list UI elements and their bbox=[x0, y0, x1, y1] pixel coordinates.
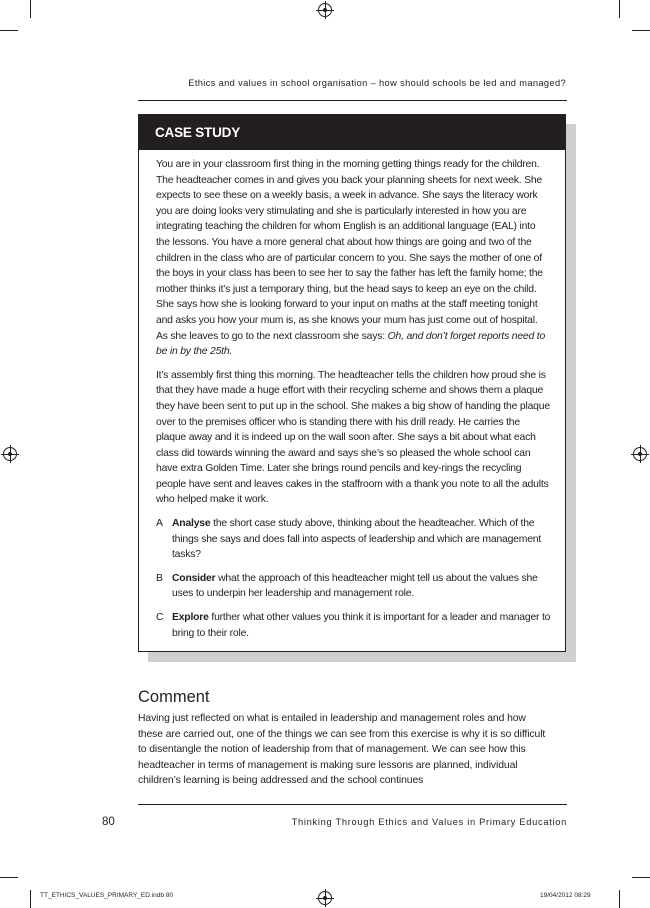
task-letter: A bbox=[156, 518, 163, 530]
case-study-paragraph bbox=[156, 157, 551, 360]
page-number: 80 bbox=[102, 816, 115, 828]
task-letter: B bbox=[156, 572, 163, 584]
task-letter: C bbox=[156, 612, 164, 624]
crop-mark bbox=[619, 0, 620, 18]
task-keyword: Consider bbox=[172, 572, 216, 584]
task-item-consider bbox=[156, 571, 551, 602]
crop-mark bbox=[30, 0, 31, 18]
crop-mark bbox=[30, 890, 31, 908]
footer-book-title: Thinking Through Ethics and Values in Primary Education bbox=[291, 817, 567, 827]
footer-rule bbox=[138, 804, 567, 805]
task-item-explore bbox=[156, 610, 551, 641]
crop-mark bbox=[619, 890, 620, 908]
registration-mark-icon bbox=[633, 447, 647, 461]
task-text bbox=[172, 516, 551, 563]
header-rule bbox=[138, 100, 567, 101]
case-study-quote: Oh, and don’t forget reports need to be in by the 25th. bbox=[156, 330, 546, 358]
crop-mark bbox=[0, 30, 18, 31]
crop-mark bbox=[632, 877, 650, 878]
task-description: the short case study above, thinking about the headteacher. Which of the things she says and does fall into aspects of leadership and which are management tasks? bbox=[172, 518, 542, 561]
case-study-box bbox=[138, 114, 566, 652]
task-text bbox=[172, 571, 551, 602]
registration-mark-icon bbox=[3, 447, 17, 461]
case-study-body bbox=[139, 150, 565, 641]
task-keyword: Explore bbox=[172, 612, 209, 624]
registration-mark-icon bbox=[318, 3, 332, 17]
crop-mark bbox=[0, 877, 18, 878]
task-item-analyse bbox=[156, 516, 551, 563]
comment-body: Having just reflected on what is entailed in leadership and management roles and how these are carried out, one of the things we can see from this exercise is why it is so difficult to disentangle the notion of leadership from that of management. We can see how this headteacher in terms of management is making sure lessons are planned, individual children’s learning is being addressed and the school continues bbox=[138, 713, 546, 787]
running-head: Ethics and values in school organisation – how should schools be led and managed? bbox=[188, 78, 566, 88]
comment-heading: Comment bbox=[138, 688, 210, 706]
task-keyword: Analyse bbox=[172, 518, 211, 530]
crop-mark bbox=[632, 30, 650, 31]
task-description: further what other values you think it is important for a leader and manager to bring to their role. bbox=[172, 612, 551, 639]
case-study-paragraph-text: You are in your classroom first thing in the morning getting things ready for the children. The headteacher comes in and gives you back your planning sheets for next week. She expects to see these on a weekly basis, a week in advance. She says the literacy work you are doing looks very stimulating and she is particularly interested in how you are integrating teaching the children for whom English is an additional language (EAL) into the lessons. You have a more general chat about how things are going and two of the children in the class who are of particular concern to you. She says the mother of one of the boys in your class has been to see her to say the father has left the family home; the mother thinks it’s just a temporary thing, but the head says to keep an eye on the child. She says how she is looking forward to your input on maths at the staff meeting tonight and asks you how your mum is, as she knows your mum has just come out of hospital. As she leaves to go to the next classroom she says: bbox=[156, 159, 543, 342]
case-study-title: CASE STUDY bbox=[139, 115, 565, 150]
case-study-paragraph: It’s assembly first thing this morning. The headteacher tells the children how proud she is that they have made a huge effort with their recycling scheme and shows them a plaque they have been sent to put up in the school. She makes a big show of handing the plaque over to the premises officer who is standing there with his drill ready. He carries the plaque away and it is indeed up on the wall soon after. She says a bit about what each class did towards winning the award and says she’s so pleased the whole school can have extra Golden Time. Later she brings round pencils and key-rings the recycling people have sent and leaves cakes in the staffroom with a thank you note to all the adults who helped make it work. bbox=[156, 369, 550, 506]
print-slug-date: 19/04/2012 08:29 bbox=[540, 892, 591, 899]
task-description: what the approach of this headteacher might tell us about the values she uses to underpin her leadership and management role. bbox=[172, 572, 538, 600]
task-text bbox=[172, 610, 551, 641]
print-slug-file: TT_ETHICS_VALUES_PRIMARY_ED.indb 80 bbox=[40, 892, 174, 899]
registration-mark-icon bbox=[318, 891, 332, 905]
